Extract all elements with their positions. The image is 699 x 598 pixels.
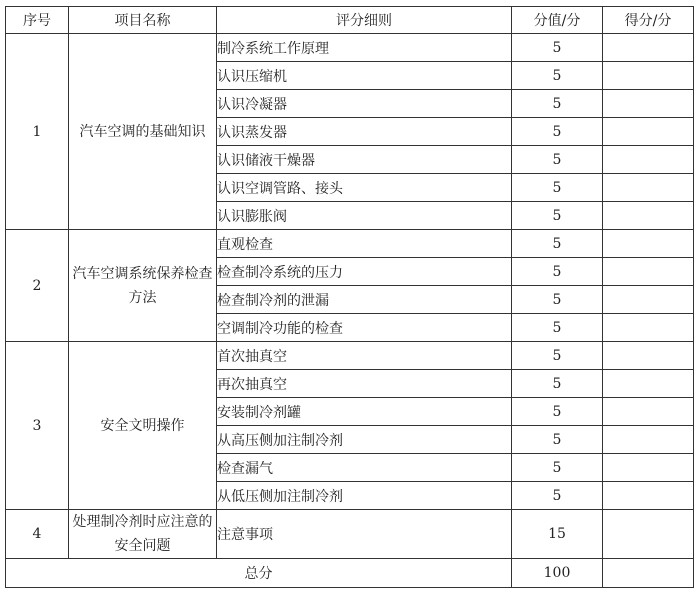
value-cell: 15 [512, 510, 603, 559]
group-index: 2 [6, 230, 69, 342]
score-cell[interactable] [603, 34, 694, 62]
value-cell: 5 [512, 482, 603, 510]
score-cell[interactable] [603, 482, 694, 510]
rule-cell: 认识压缩机 [217, 62, 512, 90]
rule-cell: 检查漏气 [217, 454, 512, 482]
total-value: 100 [512, 559, 603, 588]
score-cell[interactable] [603, 202, 694, 230]
rule-cell: 再次抽真空 [217, 370, 512, 398]
rule-cell: 从低压侧加注制冷剂 [217, 482, 512, 510]
value-cell: 5 [512, 258, 603, 286]
value-cell: 5 [512, 342, 603, 370]
score-cell[interactable] [603, 510, 694, 559]
total-row [6, 559, 694, 588]
score-cell[interactable] [603, 174, 694, 202]
total-score-cell[interactable] [603, 559, 694, 588]
value-cell: 5 [512, 454, 603, 482]
value-cell: 5 [512, 146, 603, 174]
rule-cell: 认识空调管路、接头 [217, 174, 512, 202]
rule-cell: 从高压侧加注制冷剂 [217, 426, 512, 454]
score-cell[interactable] [603, 230, 694, 258]
value-cell: 5 [512, 426, 603, 454]
value-cell: 5 [512, 230, 603, 258]
score-cell[interactable] [603, 146, 694, 174]
rule-cell: 认识蒸发器 [217, 118, 512, 146]
value-cell: 5 [512, 34, 603, 62]
value-cell: 5 [512, 62, 603, 90]
rule-cell: 空调制冷功能的检查 [217, 314, 512, 342]
value-cell: 5 [512, 398, 603, 426]
rule-cell: 认识冷凝器 [217, 90, 512, 118]
rule-cell: 直观检查 [217, 230, 512, 258]
value-cell: 5 [512, 286, 603, 314]
project-name: 处理制冷剂时应注意的安全问题 [69, 510, 217, 559]
rule-cell: 检查制冷剂的泄漏 [217, 286, 512, 314]
value-cell: 5 [512, 370, 603, 398]
score-cell[interactable] [603, 90, 694, 118]
project-name: 安全文明操作 [69, 342, 217, 510]
rule-cell: 认识储液干燥器 [217, 146, 512, 174]
table-row [6, 34, 694, 62]
group-index: 1 [6, 34, 69, 230]
project-name: 汽车空调系统保养检查方法 [69, 230, 217, 342]
group-index: 3 [6, 342, 69, 510]
rule-cell: 注意事项 [217, 510, 512, 559]
score-cell[interactable] [603, 342, 694, 370]
scoring-sheet [5, 6, 694, 588]
score-cell[interactable] [603, 62, 694, 90]
header-rules: 评分细则 [217, 7, 512, 34]
score-cell[interactable] [603, 118, 694, 146]
value-cell: 5 [512, 90, 603, 118]
value-cell: 5 [512, 202, 603, 230]
scoring-table [5, 6, 694, 588]
score-cell[interactable] [603, 286, 694, 314]
header-index: 序号 [6, 7, 69, 34]
rule-cell: 首次抽真空 [217, 342, 512, 370]
value-cell: 5 [512, 174, 603, 202]
table-row [6, 342, 694, 370]
score-cell[interactable] [603, 426, 694, 454]
rule-cell: 安装制冷剂罐 [217, 398, 512, 426]
value-cell: 5 [512, 314, 603, 342]
score-cell[interactable] [603, 314, 694, 342]
header-row [6, 7, 694, 34]
header-value: 分值/分 [512, 7, 603, 34]
score-cell[interactable] [603, 454, 694, 482]
header-score: 得分/分 [603, 7, 694, 34]
header-project: 项目名称 [69, 7, 217, 34]
group-index: 4 [6, 510, 69, 559]
table-row [6, 230, 694, 258]
project-name: 汽车空调的基础知识 [69, 34, 217, 230]
score-cell[interactable] [603, 258, 694, 286]
table-row [6, 510, 694, 559]
value-cell: 5 [512, 118, 603, 146]
rule-cell: 检查制冷系统的压力 [217, 258, 512, 286]
total-label: 总分 [6, 559, 512, 588]
score-cell[interactable] [603, 370, 694, 398]
score-cell[interactable] [603, 398, 694, 426]
rule-cell: 认识膨胀阀 [217, 202, 512, 230]
rule-cell: 制冷系统工作原理 [217, 34, 512, 62]
